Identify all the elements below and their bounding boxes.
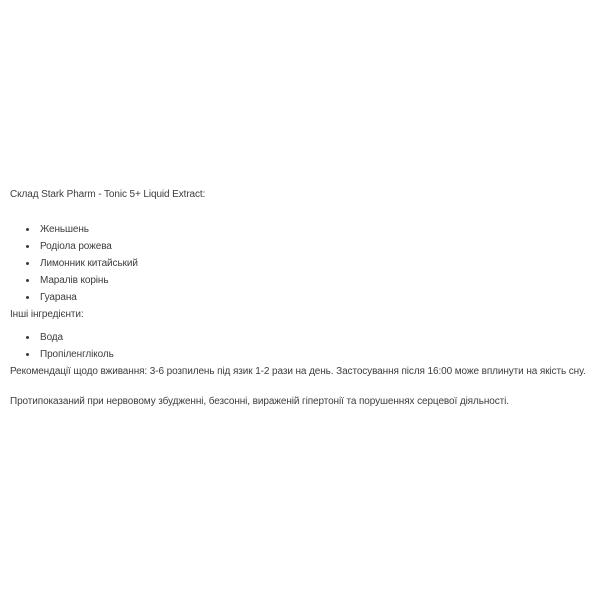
list-item: • Маралів корінь xyxy=(38,272,590,289)
other-ingredients-list xyxy=(10,329,590,363)
main-ingredients-list xyxy=(10,221,590,306)
list-item: • Вода xyxy=(38,329,590,346)
composition-heading: Склад Stark Pharm - Tonic 5+ Liquid Extract: xyxy=(10,189,206,200)
usage-recommendation: Рекомендації щодо вживання: 3-6 розпилень під язик 1-2 рази на день. Застосування після 16:00 може вплинути на якість сну. xyxy=(10,366,586,377)
list-item: • Пропіленгліколь xyxy=(38,346,590,363)
list-item: • Лимонник китайський xyxy=(38,255,590,272)
list-item: • Женьшень xyxy=(38,221,590,238)
other-ingredients-heading: Інші інгредієнти: xyxy=(10,309,84,320)
contraindications: Протипоказаний при нервовому збудженні, безсонні, вираженій гіпертонії та порушеннях серцевої діяльності. xyxy=(10,396,509,407)
list-item: • Родіола рожева xyxy=(38,238,590,255)
list-item: • Гуарана xyxy=(38,289,590,306)
